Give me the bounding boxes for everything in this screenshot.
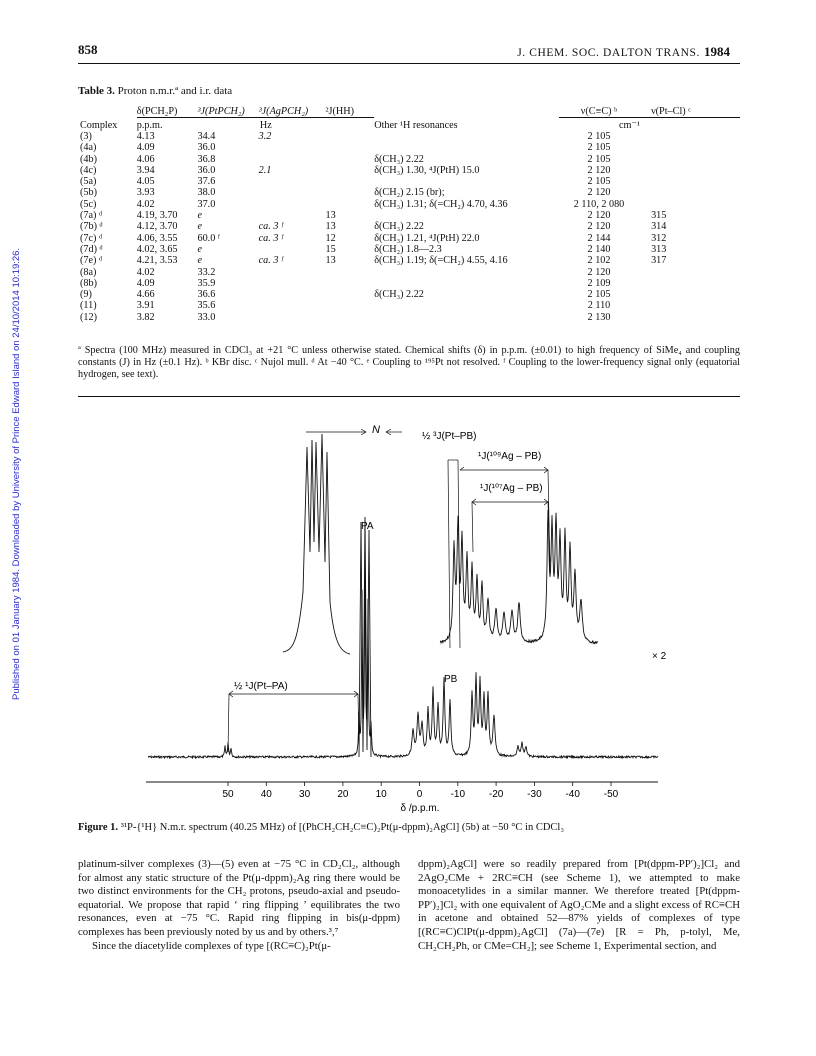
- table-cell-h: [639, 187, 740, 198]
- table-cell-c: (12): [80, 311, 97, 323]
- table-cell-f: [374, 300, 559, 311]
- table-cell-b: e: [197, 210, 203, 222]
- table-cell-b: 33.0: [197, 311, 216, 323]
- table-cell-e: 12: [325, 232, 336, 244]
- table-cell-d: ca. 3 ᶠ: [258, 255, 283, 267]
- table-cell-d: ca. 3 ᶠ: [258, 221, 283, 233]
- nmr-spectrum-figure: [78, 412, 740, 814]
- table-cell-d: 2.1: [258, 164, 272, 176]
- table-cell-f: [374, 267, 559, 278]
- unit-hz: Hz: [197, 118, 374, 132]
- table-cell-e: [326, 131, 375, 142]
- table-cell-g: 2 105: [587, 142, 611, 154]
- table-cell-f: [374, 131, 559, 142]
- table-title: Proton n.m.r.ª and i.r. data: [117, 85, 233, 97]
- table-cell-b: 37.0: [197, 198, 216, 210]
- table-cell-h: 317: [651, 255, 667, 267]
- col-head-complex: Complex: [80, 119, 118, 131]
- table-cell-c: (4c): [80, 164, 97, 176]
- table-cell-e: [326, 312, 375, 323]
- table-cell-c: (4a): [80, 142, 97, 154]
- table-cell-h: 313: [651, 243, 667, 255]
- figure-caption-text: ³¹P-{¹H} N.m.r. spectrum (40.25 MHz) of [(PhCH₂CH₂C≡C)₂Pt(μ-dppm)₂AgCl] (5b) at −50 °C in CDCl₃: [120, 822, 564, 833]
- table-caption: [78, 85, 232, 97]
- table-cell-f: δ(CH₂) 1.8—2.3: [374, 243, 442, 255]
- x-tick-label: 50: [222, 789, 234, 800]
- table-cell-e: [326, 300, 375, 311]
- right-paragraph-1: dppm)₂AgCl] were so readily prepared from [Pt(dppm-PP′)₂]Cl₂ and 2AgO₂CMe + 2RC≡CH (see Scheme 1), we attempted to make monoacetylides in a similar manner. We therefore treated [Pt(dppm-PP′)₂]Cl₂ with one equivalent of AgO₂CMe and a slight excess of RC≡CH in acetone and obtained 52—87% yields of complexes of type [(RC≡C)ClPt(μ-dppm)₂AgCl] (7a)—(7e) [R = Ph, p-tolyl, Me, CH₂CH₂Ph, or CMe=CH₂]; see Scheme 1, Experimental section, and: [418, 858, 740, 952]
- table-cell-a: 4.02, 3.65: [136, 243, 178, 255]
- table-cell-d: [259, 142, 326, 153]
- table-cell-d: [259, 289, 326, 300]
- inset-line: [440, 510, 598, 644]
- table-cell-e: [326, 165, 375, 176]
- table-cell-f: δ(CH₃) 1.21, ⁴J(PtH) 22.0: [374, 232, 480, 244]
- table-cell-c: (11): [80, 300, 97, 312]
- n-multiplet-trace: [283, 434, 350, 654]
- table-row: [78, 221, 740, 232]
- table-row: [78, 312, 740, 323]
- left-paragraph-2: Since the diacetylide complexes of type [(RC≡C)₂Pt(μ-: [92, 939, 331, 952]
- col-head-agpch2: ³J(AgPCH₂): [258, 105, 309, 117]
- unit-ppm: p.p.m.: [137, 118, 198, 132]
- table-cell-g: 2 120: [587, 210, 611, 222]
- table-cell-c: (5b): [80, 187, 97, 199]
- table-cell-d: [259, 154, 326, 165]
- table-cell-f: δ(CH₃) 1.19; δ(=CH₂) 4.55, 4.16: [374, 255, 508, 267]
- table-cell-b: 38.0: [197, 187, 216, 199]
- table-cell-a: 3.82: [136, 311, 155, 323]
- figure-caption: [78, 822, 740, 833]
- table-cell-f: δ(CH₃) 2.22: [374, 153, 424, 165]
- table-cell-e: [326, 176, 375, 187]
- table-row: [78, 187, 740, 198]
- table-cell-f: [374, 312, 559, 323]
- col-head-vptcl: ν(Pt–Cl) ᶜ: [651, 105, 691, 117]
- table-cell-c: (8a): [80, 266, 97, 278]
- annotation-mark: [472, 502, 473, 552]
- left-paragraph-1: platinum-silver complexes (3)—(5) even at −75 °C in CD₂Cl₂, although for almost any static structure of the Pt(μ-dppm)₂Ag ring there would be two distinct environments for the CH₂ protons, pseudo-axial and pseudo-equatorial. We propose that rapid ‘ ring flipping ’ equilibrates the two resonances, even at −75 °C. Rapid ring flipping in bis(μ-dppm) complexes has been previously noted by us and by others.³,⁷: [78, 858, 400, 938]
- table-cell-b: 36.8: [197, 153, 216, 165]
- x-tick-label: -30: [527, 789, 542, 800]
- label-x2: × 2: [652, 651, 667, 662]
- table-cell-h: [639, 165, 740, 176]
- table-cell-c: (7c) ᵈ: [80, 232, 103, 244]
- table-row: [78, 199, 740, 210]
- table-cell-f: [374, 176, 559, 187]
- table-cell-a: 3.91: [136, 300, 155, 312]
- table-cell-g: 2 120: [587, 187, 611, 199]
- table-cell-b: e: [197, 243, 203, 255]
- table-cell-h: [639, 312, 740, 323]
- table-cell-b: 60.0 ᶠ: [197, 232, 220, 244]
- label-j-109: ¹J(¹⁰⁹Ag – PB): [478, 451, 542, 462]
- table-cell-d: ca. 3 ᶠ: [258, 232, 283, 244]
- table-cell-c: (9): [80, 289, 92, 301]
- table-cell-g: 2 109: [587, 277, 611, 289]
- table-cell-b: 35.6: [197, 300, 216, 312]
- annotation-mark: [458, 460, 460, 648]
- table-cell-a: 4.02: [136, 266, 155, 278]
- table-cell-d: [259, 187, 326, 198]
- table-row: [78, 176, 740, 187]
- table-cell-a: 4.19, 3.70: [136, 210, 178, 222]
- table-cell-h: 315: [651, 210, 667, 222]
- col-head-hh: ²J(HH): [325, 105, 355, 117]
- table-cell-g: 2 144: [587, 232, 611, 244]
- inset-spectrum-trace: [283, 434, 598, 654]
- main-spectrum-line: [148, 548, 658, 758]
- journal-header: [517, 44, 730, 60]
- table-cell-a: 4.05: [136, 176, 155, 188]
- table-cell-h: [639, 142, 740, 153]
- table-cell-c: (8b): [80, 277, 97, 289]
- table-cell-c: (5c): [80, 198, 97, 210]
- table-cell-d: [259, 199, 326, 210]
- table-cell-b: 36.0: [197, 164, 216, 176]
- table-cell-d: 3.2: [258, 131, 272, 142]
- x-tick-label: 20: [337, 789, 349, 800]
- table-cell-a: 4.21, 3.53: [136, 255, 178, 267]
- table-cell-f: δ(CH₂) 2.15 (br);: [374, 187, 445, 199]
- table-cell-h: [639, 131, 740, 142]
- table-cell-h: [639, 300, 740, 311]
- table-cell-e: 13: [325, 210, 336, 222]
- table-cell-e: [326, 187, 375, 198]
- label-j-pt-pa: ½ ¹J(Pt–PA): [234, 681, 288, 692]
- x-axis-ticks: [222, 782, 618, 800]
- table-cell-c: (4b): [80, 153, 97, 165]
- journal-name: J. CHEM. SOC. DALTON TRANS.: [517, 47, 700, 59]
- x-tick-label: -50: [603, 789, 619, 800]
- table-row: [78, 300, 740, 311]
- table-cell-f: [374, 142, 559, 153]
- table-cell-f: [374, 278, 559, 289]
- page-number: 858: [78, 42, 98, 57]
- label-N: N: [372, 424, 380, 436]
- col-head-ptpch2: ³J(PtPCH₂): [197, 105, 245, 117]
- table-cell-c: (7a) ᵈ: [80, 210, 103, 222]
- table-row: [78, 233, 740, 244]
- table-cell-a: 3.93: [136, 187, 155, 199]
- label-PA: PA: [361, 521, 374, 532]
- annotation-mark: [448, 460, 450, 648]
- main-spectrum-trace: [148, 517, 658, 758]
- table-cell-h: [639, 154, 740, 165]
- table-cell-d: [259, 210, 326, 221]
- table-cell-g: 2 105: [587, 131, 611, 142]
- table-cell-g: 2 102: [587, 255, 611, 267]
- table-cell-g: 2 105: [587, 289, 611, 301]
- table-cell-b: 37.6: [197, 176, 216, 188]
- table-cell-g: 2 130: [587, 311, 611, 323]
- body-column-right: [418, 858, 740, 953]
- col-head-vcc: ν(C≡C) ᵇ: [580, 105, 618, 117]
- table-cell-f: δ(CH₃) 1.31; δ(=CH₂) 4.70, 4.36: [374, 198, 508, 210]
- table-cell-f: [374, 210, 559, 221]
- table-cell-g: 2 120: [587, 164, 611, 176]
- table-cell-d: [259, 312, 326, 323]
- table-cell-a: 4.13: [136, 131, 155, 142]
- table-cell-h: [639, 176, 740, 187]
- spectrum-annotations: [228, 429, 550, 752]
- table-cell-g: 2 110, 2 080: [573, 198, 625, 210]
- table-cell-e: [326, 199, 375, 210]
- annotation-mark: [460, 467, 464, 470]
- label-PB: PB: [444, 674, 458, 685]
- table-cell-g: 2 105: [587, 176, 611, 188]
- table-row: [78, 289, 740, 300]
- table-row: [78, 255, 740, 266]
- table-cell-b: 35.9: [197, 277, 216, 289]
- table-cell-e: 13: [325, 221, 336, 233]
- table-cell-h: 312: [651, 232, 667, 244]
- table-row: [78, 165, 740, 176]
- nmr-table: [78, 103, 740, 323]
- table-cell-g: 2 105: [587, 153, 611, 165]
- table-cell-f: δ(CH₃) 2.22: [374, 221, 424, 233]
- table-cell-b: 36.0: [197, 142, 216, 154]
- table-cell-d: [259, 278, 326, 289]
- table-row: [78, 210, 740, 221]
- table-row: [78, 154, 740, 165]
- table-cell-e: 13: [325, 255, 336, 267]
- table-cell-h: [639, 289, 740, 300]
- table-cell-d: [259, 267, 326, 278]
- table-cell-f: δ(CH₃) 1.30, ⁴J(PtH) 15.0: [374, 164, 480, 176]
- table-cell-e: [326, 267, 375, 278]
- table-cell-d: [259, 176, 326, 187]
- table-cell-g: 2 140: [587, 243, 611, 255]
- table-footnote: ª Spectra (100 MHz) measured in CDCl₃ at +21 °C unless otherwise stated. Chemical shifts (δ) in p.p.m. (±0.01) to high frequency of SiMe₄ and coupling constants (J) in Hz (±0.1 Hz). ᵇ KBr disc. ᶜ Nujol mull. ᵈ At −40 °C. ᵉ Coupling to ¹⁹⁵Pt not resolved. ᶠ Coupling to the lower-frequency signal only (equatorial hydrogen, see text).: [78, 345, 740, 381]
- table-cell-a: 4.12, 3.70: [136, 221, 178, 233]
- table-cell-e: [326, 278, 375, 289]
- table-cell-a: 4.09: [136, 277, 155, 289]
- x-tick-label: 30: [299, 789, 311, 800]
- table-row: [78, 267, 740, 278]
- table-cell-a: 4.06, 3.55: [136, 232, 178, 244]
- table-cell-e: 15: [325, 243, 336, 255]
- table-cell-h: [639, 199, 740, 210]
- table-cell-a: 4.06: [136, 153, 155, 165]
- journal-year: 1984: [704, 44, 730, 59]
- x-tick-label: -10: [450, 789, 466, 800]
- table-cell-e: [326, 154, 375, 165]
- table-cell-b: e: [197, 221, 203, 233]
- download-note: Published on 01 January 1984. Downloaded by University of Prince Edward Island on 24/10/2014 10:19:26.: [11, 247, 22, 700]
- table-cell-d: [259, 244, 326, 255]
- table-cell-f: δ(CH₃) 2.22: [374, 289, 424, 301]
- table-cell-a: 3.94: [136, 164, 155, 176]
- table-end-rule: [78, 396, 740, 397]
- label-j-107: ¹J(¹⁰⁷Ag – PB): [480, 483, 543, 494]
- x-tick-label: -20: [488, 789, 504, 800]
- table-cell-a: 4.66: [136, 289, 155, 301]
- table-cell-h: [639, 278, 740, 289]
- col-head-pch2p: δ(PCH₂P): [136, 105, 178, 117]
- label-j-pt-pb: ½ ³J(Pt–PB): [422, 431, 477, 442]
- table-cell-g: 2 110: [587, 300, 611, 312]
- download-watermark: [0, 180, 22, 700]
- table-cell-a: 4.02: [136, 198, 155, 210]
- table-cell-b: 33.2: [197, 266, 216, 278]
- table-cell-e: [326, 289, 375, 300]
- table-cell-b: 34.4: [197, 131, 216, 142]
- table-cell-c: (5a): [80, 176, 97, 188]
- table-cell-b: 36.6: [197, 289, 216, 301]
- table-cell-c: (7e) ᵈ: [80, 255, 103, 267]
- annotation-mark: [228, 694, 229, 752]
- x-axis-label: δ /p.p.m.: [400, 803, 440, 814]
- table-row: [78, 244, 740, 255]
- x-tick-label: 40: [260, 789, 272, 800]
- table-cell-b: e: [197, 255, 203, 267]
- table-row: [78, 278, 740, 289]
- unit-cm: cm⁻¹: [559, 118, 740, 132]
- table-cell-c: (3): [80, 131, 92, 142]
- header-rule: [78, 63, 740, 64]
- col-head-other: Other ¹H resonances: [374, 119, 458, 131]
- table-cell-h: 314: [651, 221, 667, 233]
- x-tick-label: 10: [375, 789, 387, 800]
- x-tick-label: 0: [416, 789, 423, 800]
- x-tick-label: -40: [565, 789, 580, 800]
- body-column-left: [78, 858, 400, 953]
- table-cell-g: 2 120: [587, 266, 611, 278]
- table-cell-e: [326, 142, 375, 153]
- table-cell-c: (7d) ᵈ: [80, 243, 103, 255]
- table-row: [78, 131, 740, 142]
- figure-label: Figure 1.: [78, 822, 119, 833]
- table-cell-h: [639, 267, 740, 278]
- table-cell-d: [259, 300, 326, 311]
- table-cell-c: (7b) ᵈ: [80, 221, 103, 233]
- table-cell-a: 4.09: [136, 142, 155, 154]
- table-row: [78, 142, 740, 153]
- table-label: Table 3.: [78, 85, 115, 97]
- table-cell-g: 2 120: [587, 221, 611, 233]
